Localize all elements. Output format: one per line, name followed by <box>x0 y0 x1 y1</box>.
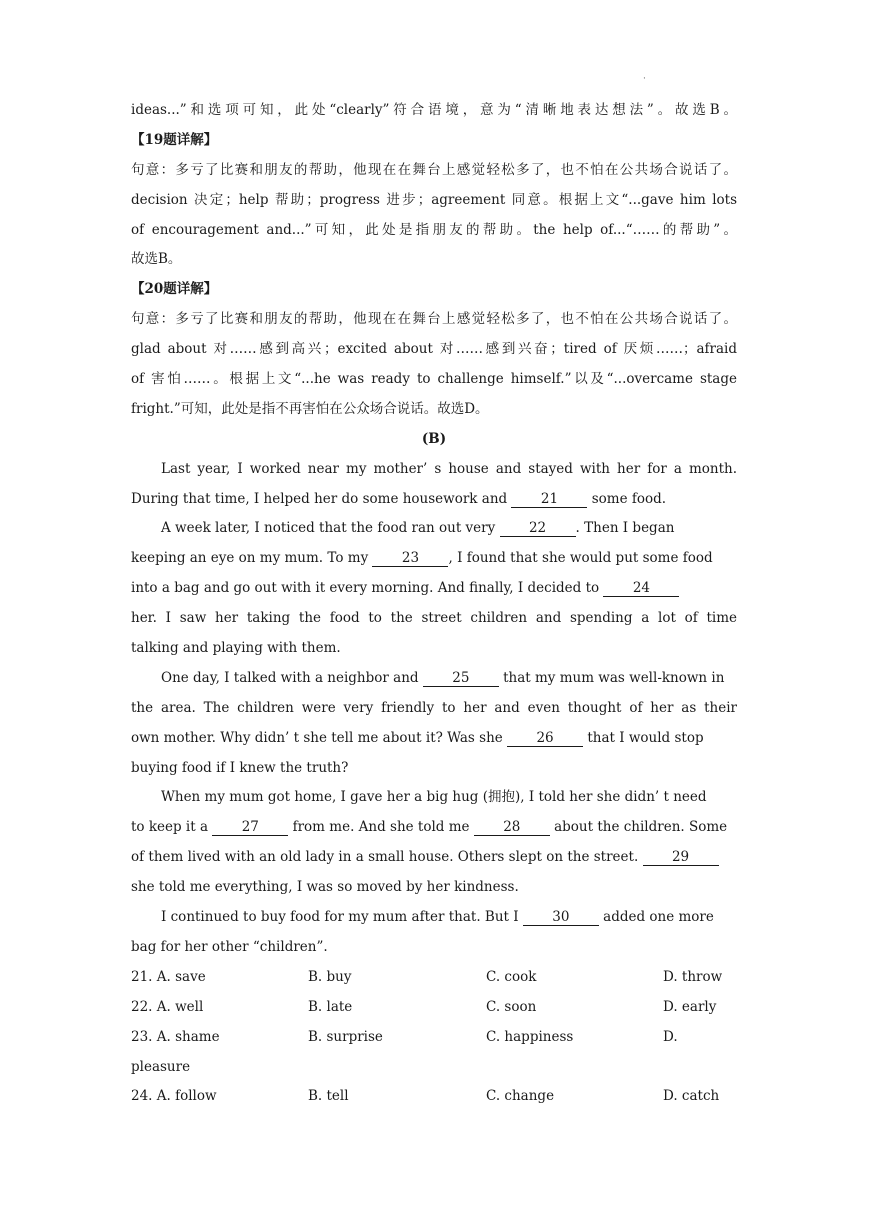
q19-line: 故选B。 <box>131 251 182 268</box>
passage-text: some food. <box>587 490 667 507</box>
passage-line <box>131 574 737 604</box>
option-d: D. catch <box>663 1088 720 1105</box>
blank-27: 27 <box>212 819 288 836</box>
passage-text: added one more <box>598 909 714 926</box>
blank-23: 23 <box>372 550 448 567</box>
q19-line: decision 决定；help 帮助；progress 进步；agreement 同意。根据上文“...gave him lots <box>131 191 737 208</box>
passage-line <box>131 903 737 933</box>
passage-text: keeping an eye on my mum. To my <box>131 550 373 567</box>
q19-line: of encouragement and...”可知，此处是指朋友的帮助。the help of...“……的帮助”。 <box>131 221 737 238</box>
passage-line <box>131 544 737 574</box>
passage-text: own mother. Why didn’ t she tell me about it? Was she <box>131 729 508 746</box>
option-c: C. cook <box>486 968 537 985</box>
passage-line: Last year, I worked near my mother’ s house and stayed with her for a month. <box>161 460 737 477</box>
option-a: 23. A. shame <box>131 1028 220 1045</box>
passage-text: into a bag and go out with it every morning. And finally, I decided to <box>131 580 604 597</box>
passage-text: that I would stop <box>583 729 704 746</box>
option-a: 21. A. save <box>131 968 206 985</box>
option-row-22 <box>131 993 737 1023</box>
passage-text: about the children. Some <box>549 819 728 836</box>
q19-title: 【19题详解】 <box>131 131 218 148</box>
q20-line: fright.”可知，此处是指不再害怕在公众场合说话。故选D。 <box>131 400 489 417</box>
passage-text: One day, I talked with a neighbor and <box>161 669 423 686</box>
option-c: C. soon <box>486 998 537 1015</box>
option-b: B. late <box>308 998 353 1015</box>
option-b: B. tell <box>308 1088 349 1105</box>
option-row-21 <box>131 963 737 993</box>
passage-text: to keep it a <box>131 819 213 836</box>
option-row-24 <box>131 1082 737 1112</box>
option-b: B. surprise <box>308 1028 383 1045</box>
explanation-line: ideas...”和选项可知，此处“clearly”符合语境，意为“清晰地表达想法”。故选B。 <box>131 102 737 118</box>
passage-line: bag for her other “children”. <box>131 938 328 955</box>
blank-25: 25 <box>423 670 499 687</box>
passage-line <box>131 485 737 515</box>
document-page <box>131 96 737 1112</box>
passage-text: During that time, I helped her do some housework and <box>131 490 512 507</box>
passage-text: I continued to buy food for my mum after that. But I <box>161 909 523 926</box>
passage-text: from me. And she told me <box>288 819 474 836</box>
q19-line: 句意：多亏了比赛和朋友的帮助，他现在在舞台上感觉轻松多了，也不怕在公共场合说话了。 <box>131 161 737 178</box>
option-row-23 <box>131 1023 737 1053</box>
passage-line <box>131 813 737 843</box>
option-a: 24. A. follow <box>131 1088 217 1105</box>
q20-line: 句意：多亏了比赛和朋友的帮助，他现在在舞台上感觉轻松多了，也不怕在公共场合说话了。 <box>131 311 737 328</box>
passage-text: that my mum was well-known in <box>498 669 725 686</box>
option-b: B. buy <box>308 968 352 985</box>
passage-line <box>131 724 737 754</box>
option-wrap: pleasure <box>131 1058 191 1075</box>
section-title: (B) <box>421 430 447 447</box>
q20-title: 【20题详解】 <box>131 281 218 298</box>
passage-text: , I found that she would put some food <box>448 550 713 567</box>
blank-24: 24 <box>603 580 679 597</box>
blank-21: 21 <box>511 491 587 508</box>
passage-text: A week later, I noticed that the food ran out very <box>161 520 500 537</box>
passage-line: When my mum got home, I gave her a big hug (拥抱), I told her she didn’ t need <box>161 789 707 806</box>
header-dot: · <box>643 74 646 84</box>
passage-line: the area. The children were very friendly to her and even thought of her as their <box>131 699 737 716</box>
blank-26: 26 <box>507 730 583 747</box>
option-a: 22. A. well <box>131 998 204 1015</box>
option-c: C. change <box>486 1088 555 1105</box>
option-d: D. <box>663 1028 678 1045</box>
passage-line <box>131 514 737 544</box>
blank-28: 28 <box>474 819 550 836</box>
passage-text: of them lived with an old lady in a small house. Others slept on the street. <box>131 849 643 866</box>
passage-line: she told me everything, I was so moved by her kindness. <box>131 879 519 896</box>
q20-line: of 害怕……。根据上文“...he was ready to challenge himself.”以及“...overcame stage <box>131 371 737 388</box>
passage-line: buying food if I knew the truth? <box>131 759 349 776</box>
option-d: D. early <box>663 998 717 1015</box>
q20-line: glad about 对……感到高兴；excited about 对……感到兴奋；tired of 厌烦……；afraid <box>131 341 737 358</box>
passage-line: her. I saw her taking the food to the street children and spending a lot of time <box>131 610 737 627</box>
blank-22: 22 <box>500 520 576 537</box>
blank-29: 29 <box>643 849 719 866</box>
passage-line: talking and playing with them. <box>131 640 341 657</box>
passage-text: . Then I began <box>575 520 675 537</box>
option-d: D. throw <box>663 968 723 985</box>
blank-30: 30 <box>523 909 599 926</box>
passage-line <box>131 664 737 694</box>
passage-line <box>131 843 737 873</box>
option-c: C. happiness <box>486 1028 574 1045</box>
